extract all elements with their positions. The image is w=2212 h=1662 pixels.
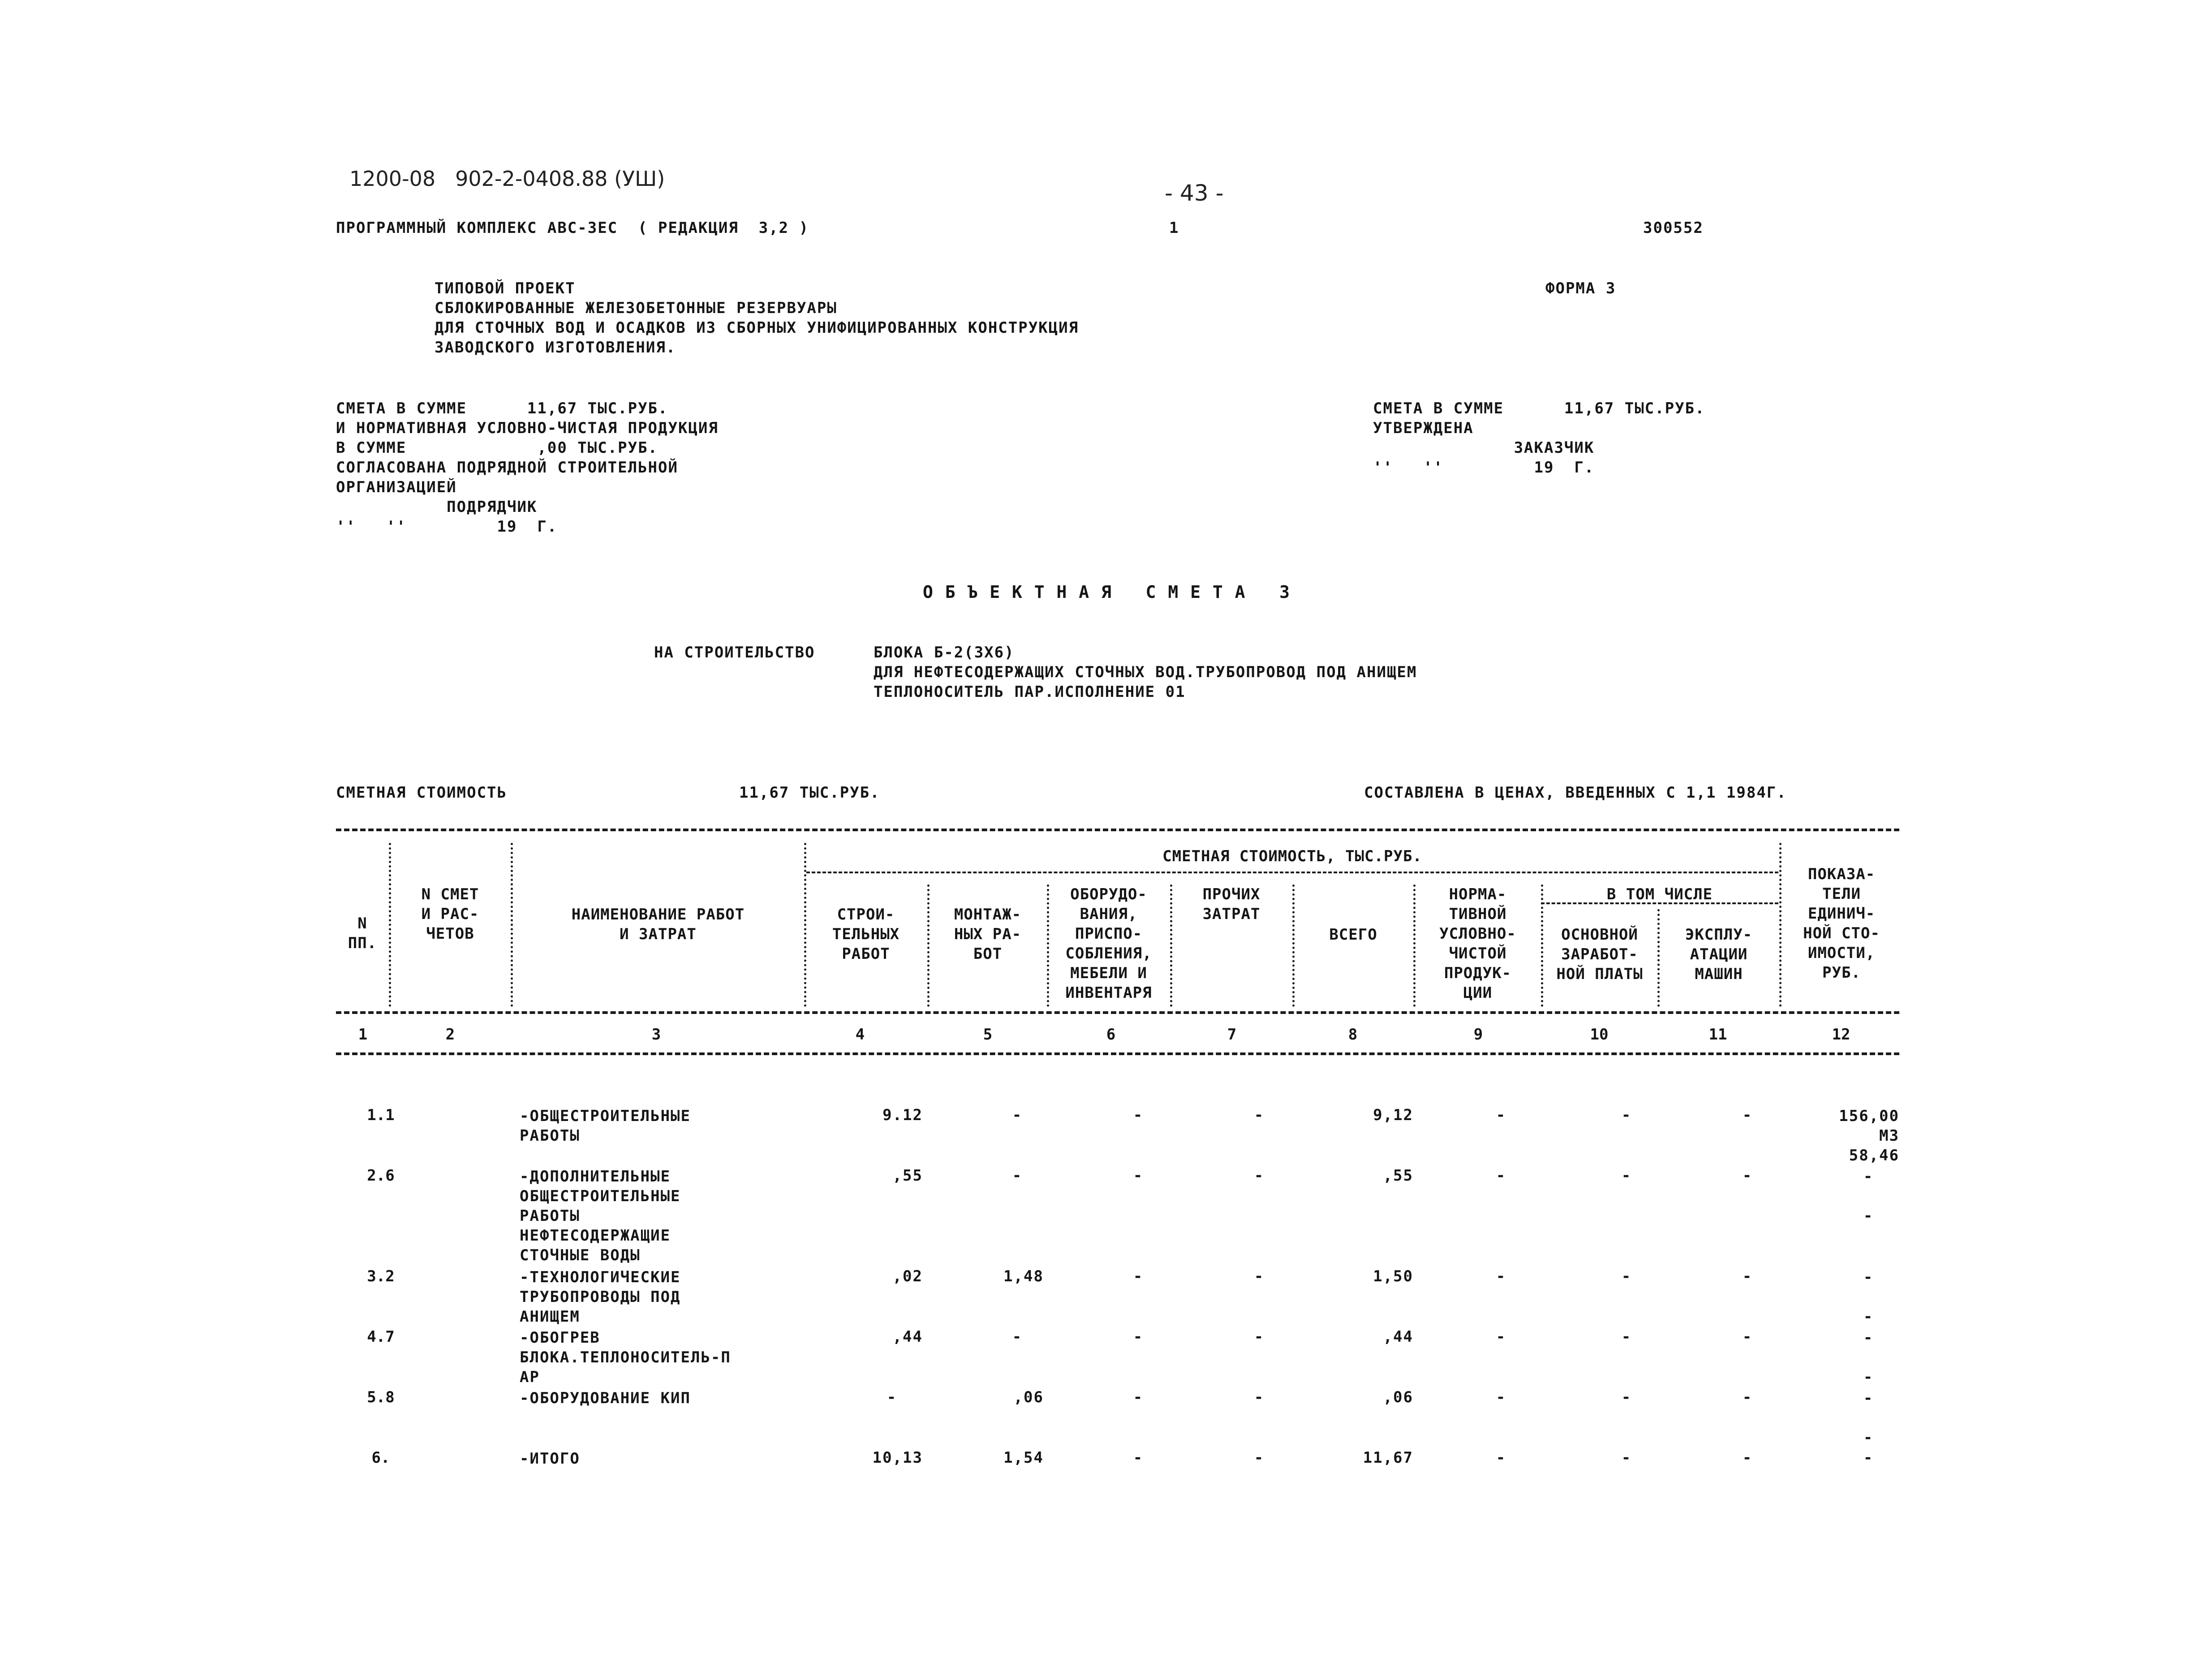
table-top-rule [336, 829, 1899, 831]
program-line: ПРОГРАММНЫЙ КОМПЛЕКС АВС-3ЕС ( РЕДАКЦИЯ 3,2 ) [336, 219, 809, 237]
approval-line: СМЕТА В СУММЕ 11,67 ТЫС.РУБ. [336, 399, 668, 417]
approval-line: В СУММЕ ,00 ТЫС.РУБ. [336, 439, 658, 457]
header-total: ВСЕГО [1329, 926, 1377, 944]
cell-normative: - [1496, 1106, 1506, 1124]
header-unit-indicators: ПОКАЗА- ТЕЛИ ЕДИНИЧ- НОЙ СТО- ИМОСТИ, РУБ. [1803, 865, 1880, 982]
cell-normative: - [1496, 1449, 1506, 1467]
cell-building: ,02 [892, 1267, 923, 1285]
cell-building: - [887, 1388, 896, 1406]
row-name: -ОБОГРЕВ БЛОКА.ТЕПЛОНОСИТЕЛЬ-П АР [520, 1329, 731, 1386]
cell-mounting: - [1012, 1106, 1022, 1124]
column-number: 7 [1227, 1026, 1237, 1044]
cell-normative: - [1496, 1388, 1506, 1406]
row-number: 4.7 [367, 1328, 395, 1346]
cell-total: 9,12 [1373, 1106, 1413, 1124]
header-building-works: СТРОИ- ТЕЛЬНЫХ РАБОТ [832, 906, 900, 963]
row-number: 3.2 [367, 1267, 395, 1285]
row-name: -ТЕХНОЛОГИЧЕСКИЕ ТРУБОПРОВОДЫ ПОД АНИЩЕМ [520, 1268, 681, 1326]
approval-line: СМЕТА В СУММЕ 11,67 ТЫС.РУБ. [1373, 399, 1705, 417]
cell-building: ,44 [892, 1328, 923, 1346]
cell-total: 1,50 [1373, 1267, 1413, 1285]
header-normative-production: НОРМА- ТИВНОЙ УСЛОВНО- ЧИСТОЙ ПРОДУК- ЦИИ [1439, 885, 1516, 1002]
header-machine-operation: ЭКСПЛУ- АТАЦИИ МАШИН [1685, 926, 1753, 983]
cell-wage: - [1621, 1167, 1631, 1185]
approval-line: И НОРМАТИВНАЯ УСЛОВНО-ЧИСТАЯ ПРОДУКЦИЯ [336, 419, 719, 437]
column-number: 10 [1590, 1026, 1609, 1044]
column-number: 8 [1348, 1026, 1358, 1044]
project-line: ЗАВОДСКОГО ИЗГОТОВЛЕНИЯ. [435, 339, 676, 356]
construction-line: ТЕПЛОНОСИТЕЛЬ ПАР.ИСПОЛНЕНИЕ 01 [874, 683, 1186, 701]
approval-line: ПОДРЯДЧИК [336, 498, 538, 516]
cell-mounting: 1,48 [1003, 1267, 1044, 1285]
cost-label: СМЕТНАЯ СТОИМОСТЬ [336, 784, 507, 802]
cell-total: 11,67 [1363, 1449, 1413, 1467]
cell-building: 9.12 [882, 1106, 923, 1124]
row-name: -ИТОГО [520, 1450, 580, 1468]
sheet-number: 1 [1169, 219, 1179, 237]
column-number: 6 [1106, 1026, 1116, 1044]
col-divider [1292, 885, 1295, 1007]
cell-normative: - [1496, 1267, 1506, 1285]
cell-unit: - - [1863, 1168, 1873, 1225]
cell-machines: - [1742, 1449, 1752, 1467]
cell-other: - [1254, 1106, 1264, 1124]
row-name: -ДОПОЛНИТЕЛЬНЫЕ ОБЩЕСТРОИТЕЛЬНЫЕ РАБОТЫ НЕФТЕСОДЕРЖАЩИЕ СТОЧНЫЕ ВОДЫ [520, 1168, 681, 1264]
cell-mounting: ,06 [1013, 1388, 1044, 1406]
header-estimate-number: N СМЕТ И РАС- ЧЕТОВ [421, 885, 479, 943]
project-line: ТИПОВОЙ ПРОЕКТ [435, 279, 576, 297]
project-line: ДЛЯ СТОЧНЫХ ВОД И ОСАДКОВ ИЗ СБОРНЫХ УНИФИЦИРОВАННЫХ КОНСТРУКЦИЯ [435, 319, 1079, 337]
row-number: 2.6 [367, 1167, 395, 1185]
approval-line: '' '' 19 Г. [1373, 459, 1595, 477]
cell-unit: - [1863, 1449, 1873, 1467]
cell-machines: - [1742, 1388, 1752, 1406]
cell-wage: - [1621, 1328, 1631, 1346]
cell-equipment: - [1133, 1388, 1143, 1406]
header-row-number: N ПП. [348, 915, 377, 952]
cell-machines: - [1742, 1328, 1752, 1346]
cell-other: - [1254, 1328, 1264, 1346]
form-label: ФОРМА 3 [1545, 279, 1616, 297]
cell-machines: - [1742, 1267, 1752, 1285]
approval-line: '' '' 19 Г. [336, 518, 558, 536]
cell-mounting: - [1012, 1167, 1022, 1185]
page-number: - 43 - [1165, 180, 1224, 206]
header-mounting-works: МОНТАЖ- НЫХ РА- БОТ [954, 906, 1022, 963]
construction-line: ДЛЯ НЕФТЕСОДЕРЖАЩИХ СТОЧНЫХ ВОД.ТРУБОПРОВОД ПОД АНИЩЕМ [874, 663, 1417, 681]
cell-normative: - [1496, 1328, 1506, 1346]
cell-equipment: - [1133, 1106, 1143, 1124]
header-equipment: ОБОРУДО- ВАНИЯ, ПРИСПО- СОБЛЕНИЯ, МЕБЕЛИ И ИНВЕНТАРЯ [1065, 885, 1152, 1002]
cell-equipment: - [1133, 1328, 1143, 1346]
cell-building: ,55 [892, 1167, 923, 1185]
cell-wage: - [1621, 1267, 1631, 1285]
project-line: СБЛОКИРОВАННЫЕ ЖЕЛЕЗОБЕТОННЫЕ РЕЗЕРВУАРЫ [435, 299, 837, 317]
column-number: 9 [1473, 1026, 1483, 1044]
column-number: 2 [445, 1026, 455, 1044]
column-number: 4 [855, 1026, 865, 1044]
cell-wage: - [1621, 1449, 1631, 1467]
cell-unit: - - [1863, 1268, 1873, 1326]
document-title: О Б Ъ Е К Т Н А Я С М Е Т А 3 [923, 582, 1291, 602]
cell-unit: 156,00 М3 58,46 [1839, 1107, 1899, 1164]
prices-note: СОСТАВЛЕНА В ЦЕНАХ, ВВЕДЕННЫХ С 1,1 1984Г. [1364, 784, 1787, 802]
numbers-bottom-rule [336, 1052, 1899, 1055]
header-base-wage: ОСНОВНОЙ ЗАРАБОТ- НОЙ ПЛАТЫ [1556, 926, 1643, 983]
cell-total: ,06 [1383, 1388, 1413, 1406]
approval-line: ЗАКАЗЧИК [1373, 439, 1595, 457]
cell-other: - [1254, 1267, 1264, 1285]
header-other-costs: ПРОЧИХ ЗАТРАТ [1202, 885, 1261, 923]
approval-line: СОГЛАСОВАНА ПОДРЯДНОЙ СТРОИТЕЛЬНОЙ [336, 459, 678, 477]
cell-other: - [1254, 1388, 1264, 1406]
cell-other: - [1254, 1449, 1264, 1467]
cell-normative: - [1496, 1167, 1506, 1185]
column-number: 3 [651, 1026, 661, 1044]
construction-line: БЛОКА Б-2(3Х6) [874, 644, 1015, 661]
column-number: 1 [358, 1026, 368, 1044]
approval-line: УТВЕРЖДЕНА [1373, 419, 1474, 437]
cell-unit: - - [1863, 1389, 1873, 1447]
row-number: 1.1 [367, 1106, 395, 1124]
cell-building: 10,13 [872, 1449, 923, 1467]
row-name: -ОБЩЕСТРОИТЕЛЬНЫЕ РАБОТЫ [520, 1107, 691, 1145]
cell-wage: - [1621, 1106, 1631, 1124]
cell-equipment: - [1133, 1267, 1143, 1285]
handwritten-code: 1200-08 902-2-0408.88 (УШ) [349, 167, 665, 191]
cell-equipment: - [1133, 1449, 1143, 1467]
cell-equipment: - [1133, 1167, 1143, 1185]
row-name: -ОБОРУДОВАНИЕ КИП [520, 1389, 691, 1407]
construction-label: НА СТРОИТЕЛЬСТВО [654, 644, 815, 661]
cost-group-rule [806, 872, 1778, 873]
document-code: 300552 [1643, 219, 1704, 237]
header-bottom-rule [336, 1011, 1899, 1014]
header-incl-group: В ТОМ ЧИСЛЕ [1606, 885, 1713, 903]
approval-line: ОРГАНИЗАЦИЕЙ [336, 478, 457, 496]
cell-mounting: 1,54 [1003, 1449, 1044, 1467]
header-work-name: НАИМЕНОВАНИЕ РАБОТ И ЗАТРАТ [571, 906, 745, 943]
cost-value: 11,67 ТЫС.РУБ. [739, 784, 880, 802]
cell-mounting: - [1012, 1328, 1022, 1346]
cell-machines: - [1742, 1106, 1752, 1124]
column-number: 12 [1832, 1026, 1851, 1044]
cell-wage: - [1621, 1388, 1631, 1406]
row-number: 5.8 [367, 1388, 395, 1406]
cell-total: ,44 [1383, 1328, 1413, 1346]
column-number: 5 [983, 1026, 993, 1044]
cell-other: - [1254, 1167, 1264, 1185]
row-number: 6. [371, 1449, 390, 1467]
cell-total: ,55 [1383, 1167, 1413, 1185]
cell-machines: - [1742, 1167, 1752, 1185]
header-cost-group: СМЕТНАЯ СТОИМОСТЬ, ТЫС.РУБ. [1162, 847, 1422, 865]
column-number: 11 [1708, 1026, 1727, 1044]
cell-unit: - - [1863, 1329, 1873, 1386]
